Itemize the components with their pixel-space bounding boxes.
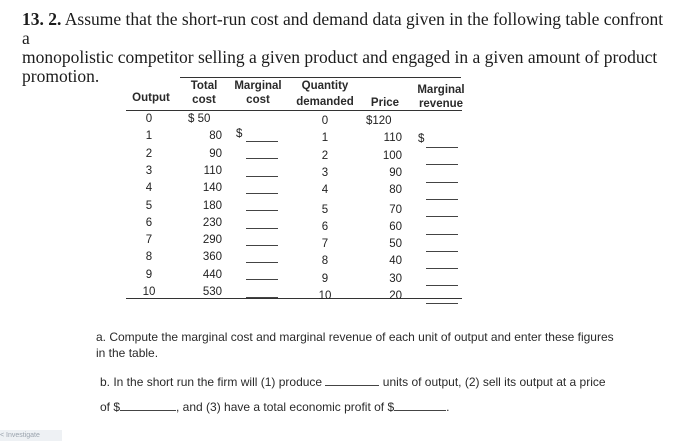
- table-header-rule: [126, 110, 462, 111]
- quantity-demanded-cell: 1: [321, 132, 329, 145]
- marginal-cost-blank[interactable]: [246, 193, 278, 194]
- price-cell: 20: [389, 290, 402, 302]
- marginal-revenue-blank[interactable]: [426, 268, 458, 269]
- marginal-revenue-blank[interactable]: [426, 164, 458, 165]
- price-cell: 100: [382, 149, 402, 162]
- price-cell: 30: [389, 272, 402, 285]
- total-cost-cell: 530: [202, 286, 222, 298]
- marginal-cost-blank[interactable]: [246, 158, 278, 159]
- question-b-end: .: [446, 400, 450, 414]
- marginal-revenue-dollar-sign: $: [418, 133, 425, 145]
- question-b-part-1: b. In the short run the firm will (1) produce: [100, 375, 323, 389]
- quantity-demanded-cell: 6: [321, 220, 329, 233]
- quantity-demanded-cell: 10: [318, 290, 332, 302]
- marginal-cost-dollar-sign: $: [236, 128, 243, 140]
- output-cell: 0: [145, 113, 153, 125]
- header-marginal-cost-2: cost: [246, 94, 270, 106]
- economic-profit-blank[interactable]: [394, 410, 446, 411]
- question-b-line-2: [100, 400, 449, 414]
- output-cell: 10: [142, 286, 156, 298]
- output-cell: 2: [145, 147, 153, 160]
- total-cost-cell: 140: [202, 182, 222, 195]
- header-price: Price: [370, 97, 400, 109]
- quantity-demanded-cell: 7: [321, 238, 329, 251]
- quantity-demanded-cell: 0: [321, 115, 329, 127]
- price-cell: 80: [389, 184, 402, 197]
- header-output: Output: [132, 92, 170, 104]
- marginal-cost-blank[interactable]: [246, 210, 278, 211]
- quantity-demanded-cell: 3: [321, 166, 329, 179]
- question-a-line-1: a. Compute the marginal cost and marginal revenue of each unit of output and enter these figures: [96, 330, 614, 344]
- output-cell: 8: [145, 251, 153, 264]
- header-marginal-revenue-2: revenue: [418, 98, 464, 110]
- total-cost-cell: 80: [209, 130, 222, 143]
- question-b-part-3: of $: [100, 400, 121, 414]
- question-b-part-4: , and (3) have a total economic profit of $: [176, 400, 395, 414]
- header-quantity-1: Quantity: [301, 80, 349, 92]
- total-cost-cell: 360: [202, 251, 222, 264]
- marginal-cost-blank[interactable]: [246, 297, 278, 298]
- output-cell: 6: [145, 216, 153, 229]
- marginal-cost-blank[interactable]: [246, 245, 278, 246]
- quantity-demanded-cell: 4: [321, 184, 329, 197]
- header-marginal-revenue-1: Marginal: [417, 84, 465, 96]
- quantity-demanded-cell: 9: [321, 272, 329, 285]
- output-cell: 5: [145, 199, 153, 212]
- table-top-rule: [180, 77, 461, 78]
- total-cost-cell: 90: [209, 147, 222, 160]
- marginal-revenue-blank[interactable]: [426, 285, 458, 286]
- quantity-demanded-cell: 5: [321, 203, 329, 216]
- price-cell: 60: [389, 220, 402, 233]
- bottom-tab-fragment[interactable]: [0, 430, 62, 441]
- question-b-part-2: units of output, (2) sell its output at a price: [382, 375, 606, 389]
- header-quantity-2: demanded: [296, 96, 354, 108]
- price-cell: 70: [389, 203, 402, 216]
- output-cell: 4: [145, 182, 153, 195]
- problem-line-2: monopolistic competitor selling a given product and engaged in a given amount of product: [22, 47, 658, 67]
- price-cell: 40: [389, 255, 402, 268]
- marginal-cost-blank[interactable]: [246, 228, 278, 229]
- table-bottom-rule: [126, 298, 462, 299]
- total-cost-cell: 110: [203, 164, 222, 177]
- quantity-demanded-cell: 2: [321, 149, 329, 162]
- marginal-cost-blank[interactable]: [246, 141, 278, 142]
- bottom-tab-text: < Investigate: [0, 432, 40, 439]
- marginal-revenue-blank[interactable]: [426, 199, 458, 200]
- question-a-line-2: in the table.: [96, 346, 159, 360]
- units-of-output-blank[interactable]: [325, 385, 379, 386]
- total-cost-cell: 290: [202, 234, 222, 247]
- marginal-revenue-blank[interactable]: [426, 303, 458, 304]
- total-cost-cell: $ 50: [188, 113, 211, 125]
- quantity-demanded-cell: 8: [321, 255, 329, 268]
- price-cell: $120: [366, 115, 392, 127]
- output-cell: 9: [145, 268, 153, 281]
- price-cell: 50: [389, 238, 402, 251]
- marginal-cost-blank[interactable]: [246, 176, 278, 177]
- question-b-line-1: [100, 375, 606, 389]
- price-cell: 90: [389, 166, 402, 179]
- header-total-cost-1: Total: [190, 80, 218, 92]
- header-total-cost-2: cost: [192, 94, 216, 106]
- marginal-cost-blank[interactable]: [246, 262, 278, 263]
- header-marginal-cost-1: Marginal: [234, 80, 282, 92]
- output-cell: 3: [145, 164, 153, 177]
- total-cost-cell: 230: [202, 216, 222, 229]
- problem-line-3: promotion.: [22, 66, 100, 86]
- output-cell: 7: [145, 234, 153, 247]
- marginal-revenue-blank[interactable]: [426, 234, 458, 235]
- output-cell: 1: [145, 130, 153, 143]
- marginal-revenue-blank[interactable]: [426, 147, 458, 148]
- marginal-cost-blank[interactable]: [246, 279, 278, 280]
- marginal-revenue-blank[interactable]: [426, 216, 458, 217]
- marginal-revenue-blank[interactable]: [426, 182, 458, 183]
- price-blank[interactable]: [120, 410, 176, 411]
- total-cost-cell: 180: [202, 199, 222, 212]
- total-cost-cell: 440: [202, 268, 222, 281]
- marginal-revenue-blank[interactable]: [426, 251, 458, 252]
- price-cell: 110: [383, 132, 402, 145]
- problem-text-1: Assume that the short-run cost and demand data given in the following table confront a: [22, 9, 664, 48]
- problem-number: 13. 2.: [22, 9, 62, 29]
